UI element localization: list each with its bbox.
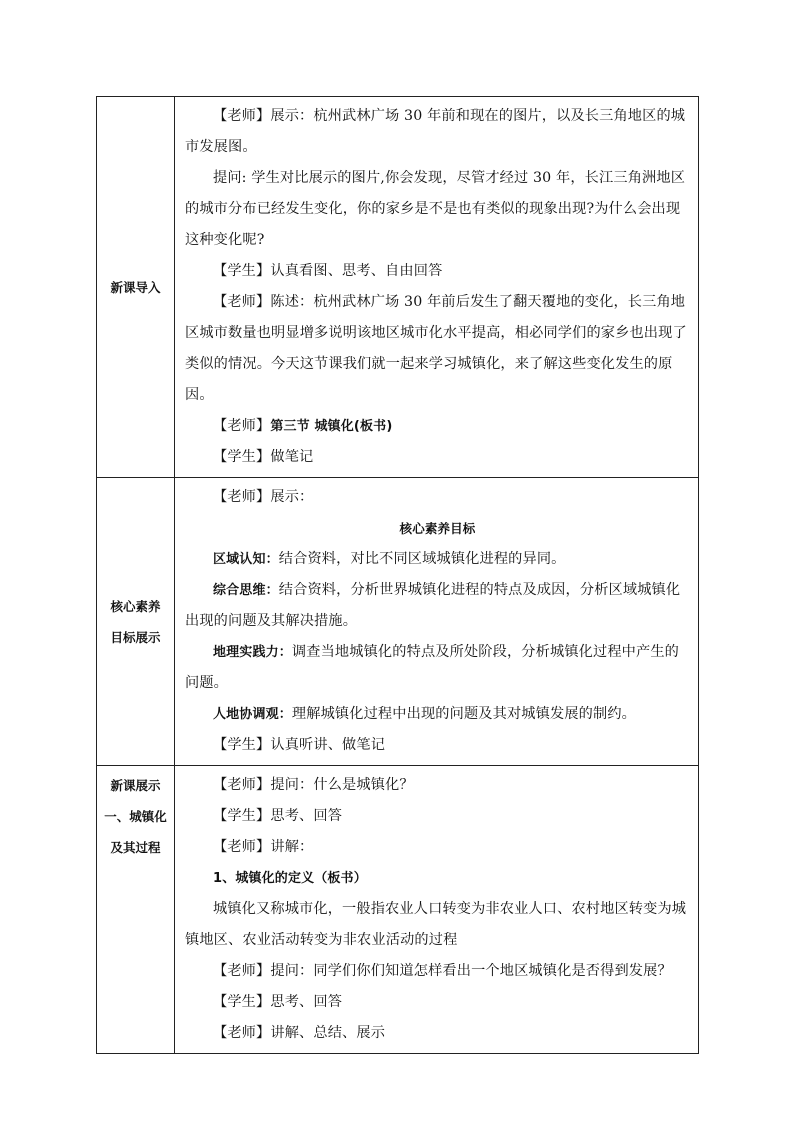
objective-label: 地理实践力： <box>213 645 292 660</box>
speaker-tag: 【老师】 <box>213 777 271 793</box>
paragraph-text: 提问: 学生对比展示的图片,你会发现，尽管才经过 30 年，长江三角洲地区的城市分布已经发生变化，你的家乡是不是也有类似的现象出现?为什么会出现这种变化呢? <box>185 170 686 248</box>
speaker-tag: 【学生】 <box>213 994 271 1010</box>
section-heading: 1、城镇化的定义（板书） <box>213 871 367 886</box>
paragraph <box>185 1018 690 1049</box>
objective-label: 综合思维： <box>213 583 279 598</box>
paragraph-text: 认真看图、思考、自由回答 <box>270 263 443 279</box>
speaker-tag: 【老师】 <box>213 418 271 434</box>
paragraph <box>185 894 690 956</box>
paragraph-text: 做笔记 <box>270 449 314 465</box>
paragraph <box>185 544 690 575</box>
paragraph <box>185 163 690 256</box>
lesson-plan-table <box>96 96 699 1054</box>
row-label-new-lesson <box>97 766 175 1054</box>
row-label-line: 目标展示 <box>110 629 161 645</box>
paragraph <box>185 987 690 1018</box>
paragraph-text: 思考、回答 <box>270 994 343 1010</box>
paragraph-text: 认真听讲、做笔记 <box>270 737 386 753</box>
table-row-new-lesson <box>97 766 699 1054</box>
speaker-tag: 【老师】 <box>213 294 271 310</box>
objective-label: 人地协调观： <box>213 707 292 722</box>
row-label-line: 一、城镇化 <box>104 809 167 824</box>
paragraph-text: 讲解、总结、展示 <box>270 1025 386 1041</box>
paragraph-text: 结合资料，对比不同区域城镇化进程的异同。 <box>278 551 566 567</box>
speaker-tag: 【学生】 <box>213 449 271 465</box>
paragraph-text: 思考、回答 <box>270 808 343 824</box>
paragraph-text: 结合资料，分析世界城镇化进程的特点及成因，分析区域城镇化出现的问题及其解决措施。 <box>185 582 681 629</box>
paragraph <box>185 256 690 287</box>
row-label-line: 核心素养 <box>110 598 161 614</box>
paragraph <box>185 699 690 730</box>
paragraph <box>185 863 690 894</box>
paragraph <box>185 956 690 987</box>
speaker-tag: 【学生】 <box>213 808 271 824</box>
row-content-intro <box>175 97 699 478</box>
paragraph-text: 调查当地城镇化的特点及所处阶段，分析城镇化过程中产生的问题。 <box>185 644 680 691</box>
paragraph <box>185 101 690 163</box>
paragraph <box>185 442 690 473</box>
paragraph <box>185 287 690 411</box>
row-label-line: 及其过程 <box>110 840 161 855</box>
speaker-tag: 【老师】 <box>213 839 271 855</box>
paragraph <box>185 730 690 761</box>
paragraph-text: 提问：同学们你们知道怎样看出一个地区城镇化是否得到发展？ <box>270 963 672 979</box>
paragraph-text: 讲解： <box>270 839 314 855</box>
paragraph <box>185 801 690 832</box>
paragraph-text: 提问：什么是城镇化？ <box>270 777 414 793</box>
row-label-objectives <box>97 478 175 766</box>
speaker-tag: 【学生】 <box>213 737 271 753</box>
objectives-title: 核心素养目标 <box>399 521 476 536</box>
paragraph <box>185 411 690 442</box>
paragraph <box>185 770 690 801</box>
table-row-objectives <box>97 478 699 766</box>
paragraph-text: 理解城镇化过程中出现的问题及其对城镇发展的制约。 <box>291 706 637 722</box>
row-content-new-lesson <box>175 766 699 1054</box>
speaker-tag: 【学生】 <box>213 263 271 279</box>
paragraph <box>185 637 690 699</box>
paragraph-text: 展示： <box>270 489 314 505</box>
paragraph <box>185 575 690 637</box>
paragraph-text: 城镇化又称城市化，一般指农业人口转变为非农业人口、农村地区转变为城镇地区、农业活动转变为非农业活动的过程 <box>185 901 687 948</box>
paragraph <box>185 832 690 863</box>
row-label-line: 新课展示 <box>110 778 161 793</box>
speaker-tag: 【老师】 <box>213 108 271 124</box>
row-content-objectives <box>175 478 699 766</box>
paragraph-text: 陈述：杭州武林广场 30 年前后发生了翻天覆地的变化，长三角地区城市数量也明显增多说明该地区城市化水平提高，相必同学们的家乡也出现了类似的情况。今天这节课我们就一起来学习城镇化，来了解这些变化发生的原因。 <box>185 294 687 403</box>
speaker-tag: 【老师】 <box>213 963 271 979</box>
table-row-intro <box>97 97 699 478</box>
speaker-tag: 【老师】 <box>213 1025 271 1041</box>
speaker-tag: 【老师】 <box>213 489 271 505</box>
objective-label: 区域认知： <box>213 552 279 567</box>
section-heading: 第三节 城镇化(板书) <box>270 419 393 434</box>
paragraph <box>185 482 690 513</box>
row-label-line: 新课导入 <box>110 279 161 295</box>
row-label-intro <box>97 97 175 478</box>
paragraph-text: 展示：杭州武林广场 30 年前和现在的图片，以及长三角地区的城市发展图。 <box>185 108 686 155</box>
